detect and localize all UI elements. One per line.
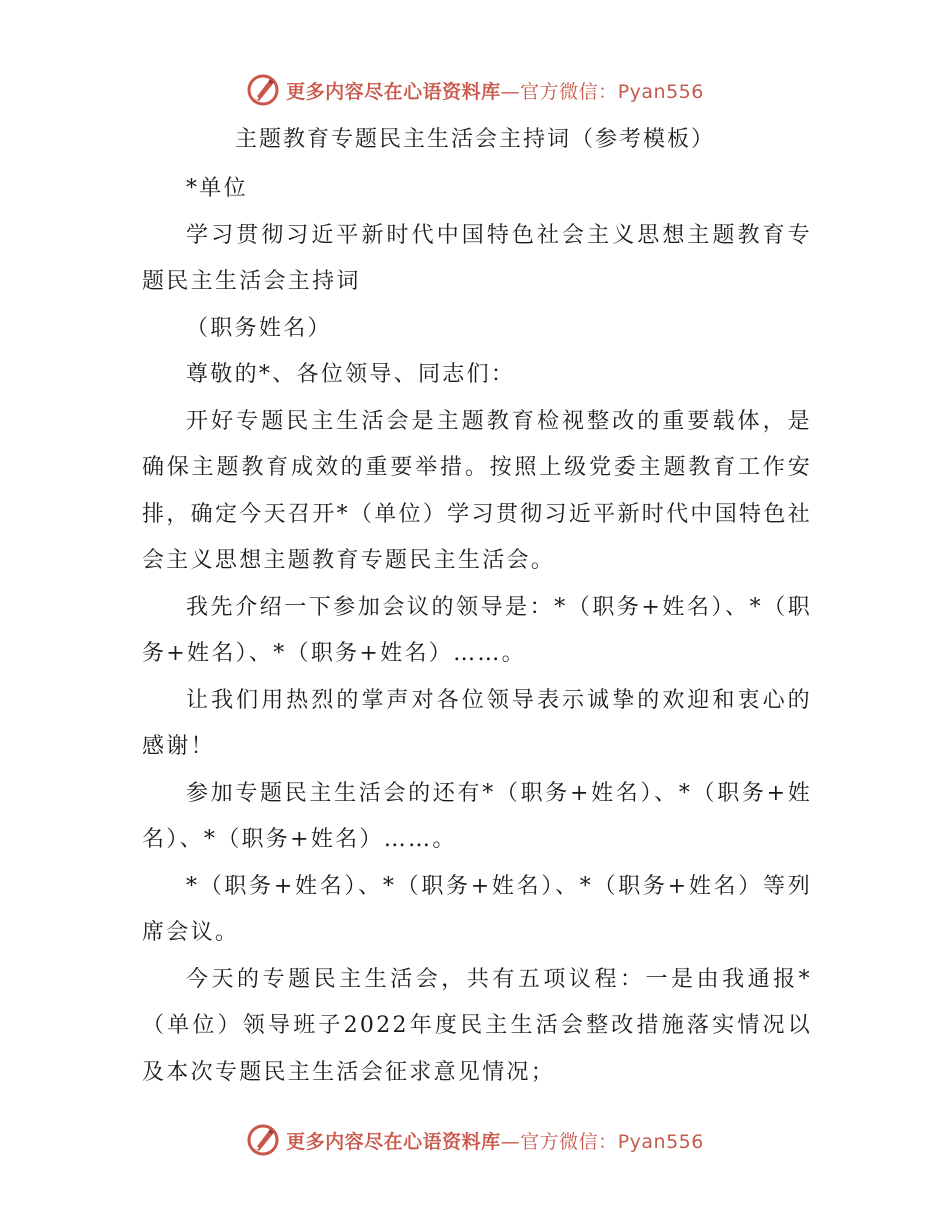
paragraph: 让我们用热烈的掌声对各位领导表示诚挚的欢迎和衷心的感谢！ [142, 687, 812, 759]
paragraph: （职务姓名） [186, 315, 332, 341]
paragraph: 尊敬的*、各位领导、同志们： [186, 362, 516, 387]
paragraph: 开好专题民主生活会是主题教育检视整改的重要载体，是确保主题教育成效的重要举措。按照上级党委主题教育工作安排，确定今天召开*（单位）学习贯彻习近平新时代中国特色社会主义思想主题教育专题民主生活会。 [142, 408, 812, 573]
pen-logo-icon [246, 73, 280, 107]
pen-logo-icon [246, 1123, 280, 1157]
document-title: 主题教育专题民主生活会主持词（参考模板） [234, 127, 715, 152]
footer-watermark [0, 1120, 950, 1160]
watermark-text: 更多内容尽在心语资料库—官方微信：Pyan556 [286, 80, 704, 103]
paragraph: 我先介绍一下参加会议的领导是：*（职务+姓名）、*（职务+姓名）、*（职务+姓名）……。 [142, 594, 812, 666]
document-body [142, 166, 812, 1096]
paragraph: 学习贯彻习近平新时代中国特色社会主义思想主题教育专题民主生活会主持词 [142, 222, 812, 294]
paragraph: 参加专题民主生活会的还有*（职务+姓名）、*（职务+姓名）、*（职务+姓名）……。 [142, 780, 812, 852]
watermark-text: 更多内容尽在心语资料库—官方微信：Pyan556 [286, 1130, 704, 1153]
paragraph: 今天的专题民主生活会，共有五项议程：一是由我通报*（单位）领导班子2022年度民主生活会整改措施落实情况以及本次专题民主生活会征求意见情况； [142, 966, 812, 1085]
paragraph: *（职务+姓名）、*（职务+姓名）、*（职务+姓名）等列席会议。 [142, 873, 812, 945]
paragraph: *单位 [186, 176, 248, 201]
header-watermark [0, 70, 950, 110]
